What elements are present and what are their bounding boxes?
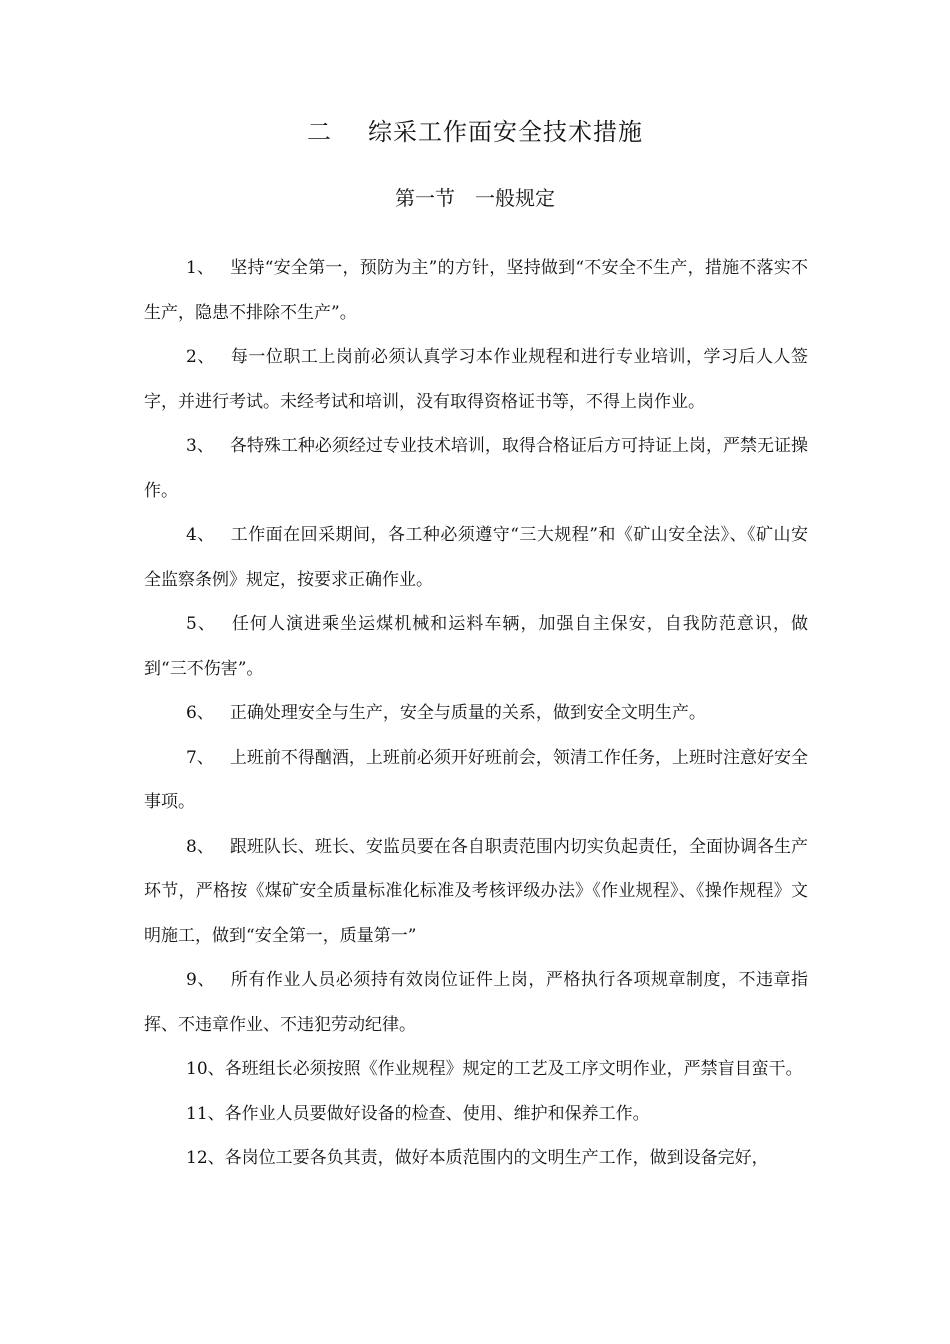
chapter-title (0, 112, 950, 152)
chapter-number: 二 (307, 118, 332, 146)
paragraph-10 (144, 1047, 808, 1092)
paragraph-number: 5、 (186, 614, 216, 634)
paragraph-text: 跟班队长、班长、安监员要在各自职责范围内切实负起责任，全面协调各生产环节，严格按《煤矿安全质量标准化标准及考核评级办法》《作业规程》、《操作规程》文明施工，做到“安全第一，质量第一” (144, 836, 808, 946)
paragraph-text: 各岗位工要各负其责，做好本质范围内的文明生产工作，做到设备完好， (224, 1148, 769, 1168)
paragraph-text: 正确处理安全与生产，安全与质量的关系，做到安全文明生产。 (229, 703, 706, 723)
paragraph-12 (144, 1136, 808, 1181)
paragraph-1 (144, 246, 808, 335)
paragraph-number: 9、 (186, 970, 215, 990)
paragraph-text: 任何人演进乘坐运煤机械和运料车辆，加强自主保安，自我防范意识，做到“三不伤害”。 (144, 614, 808, 679)
paragraph-9 (144, 958, 808, 1047)
paragraph-number: 8、 (186, 836, 214, 857)
paragraph-text: 坚持“安全第一，预防为主”的方针，坚持做到“不安全不生产，措施不落实不生产，隐患不排除不生产”。 (144, 258, 808, 323)
section-label: 第一节 (395, 186, 455, 210)
paragraph-text: 各班组长必须按照《作业规程》规定的工艺及工序文明作业，严禁盲目蛮干。 (224, 1059, 803, 1079)
paragraph-text: 上班前不得酗酒，上班前必须开好班前会，领清工作任务，上班时注意好安全事项。 (144, 747, 808, 812)
section-title-text: 一般规定 (475, 186, 555, 210)
paragraph-7 (144, 736, 808, 825)
document-body (144, 246, 808, 1181)
paragraph-8 (144, 825, 808, 959)
paragraph-number: 11、 (186, 1103, 225, 1124)
paragraph-number: 4、 (186, 525, 215, 545)
paragraph-text: 各特殊工种必须经过专业技术培训，取得合格证后方可持证上岗，严禁无证操作。 (144, 436, 808, 501)
paragraph-11 (144, 1092, 808, 1137)
section-heading (0, 180, 950, 216)
paragraph-number: 7、 (186, 747, 214, 768)
paragraph-text: 每一位职工上岗前必须认真学习本作业规程和进行专业培训，学习后人人签字，并进行考试。未经考试和培训，没有取得资格证书等，不得上岗作业。 (144, 347, 808, 412)
paragraph-4 (144, 513, 808, 602)
paragraph-number: 10、 (186, 1059, 225, 1079)
paragraph-text: 各作业人员要做好设备的检查、使用、维护和保养工作。 (224, 1103, 650, 1124)
paragraph-number: 12、 (186, 1148, 225, 1168)
paragraph-number: 2、 (186, 347, 215, 367)
paragraph-text: 所有作业人员必须持有效岗位证件上岗，严格执行各项规章制度，不违章指挥、不违章作业、不违犯劳动纪律。 (144, 970, 808, 1035)
paragraph-3 (144, 424, 808, 513)
paragraph-number: 1、 (186, 258, 215, 278)
paragraph-text: 工作面在回采期间，各工种必须遵守“三大规程”和《矿山安全法》、《矿山安全监察条例》规定，按要求正确作业。 (144, 525, 808, 590)
paragraph-6 (144, 691, 808, 736)
paragraph-number: 6、 (186, 703, 214, 723)
chapter-title-text: 综采工作面安全技术措施 (368, 118, 643, 146)
paragraph-5 (144, 602, 808, 691)
paragraph-number: 3、 (186, 436, 214, 456)
paragraph-2 (144, 335, 808, 424)
